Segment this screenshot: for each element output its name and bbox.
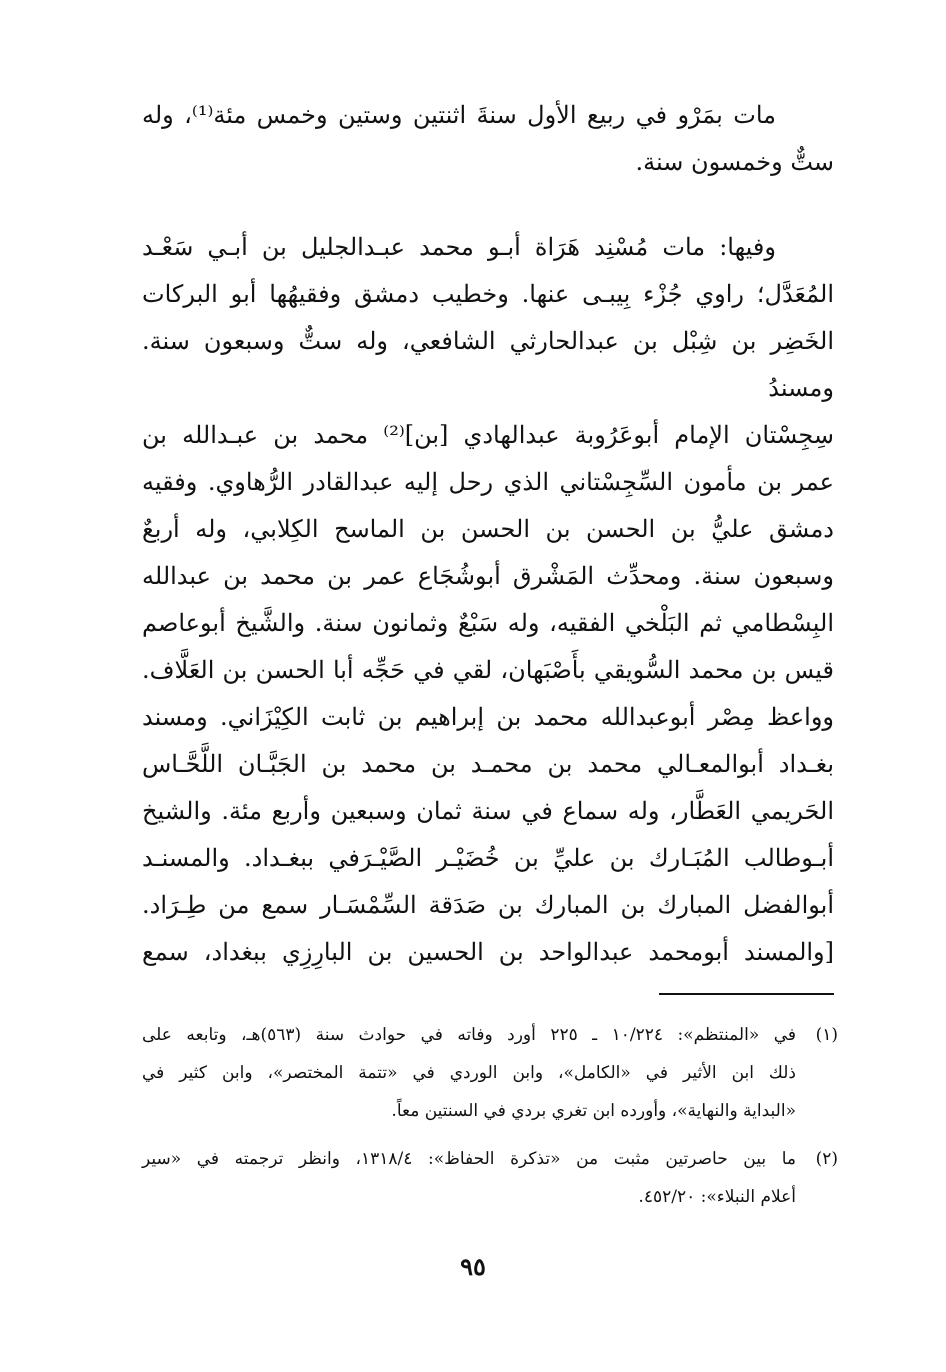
footnote-line: «البداية والنهاية»، وأورده ابن تغري بردي في السنتين معاً. [391, 1101, 796, 1121]
text-line: سِجِسْتان الإمام أبوعَرُوبة عبدالهادي [بن]⁽²⁾ محمد بن عبـدالله بن [142, 421, 834, 449]
text-line: أبـوطالب المُبَـارك بن عليِّ بن خُضَيْـر الصَّيْـرَفي ببغـداد. والمسنـد [142, 844, 834, 872]
footnotes [142, 1016, 838, 1216]
footnote-2 [142, 1140, 838, 1216]
footnote-text [142, 1016, 796, 1130]
text-line: المُعَدَّل؛ راوي جُزْء بِيبـى عنها. وخطيب دمشق وفقيهُها أبو البركات [142, 280, 834, 308]
paragraph-2 [142, 224, 834, 976]
main-text [142, 92, 834, 976]
text-line: الخَضِر بن شِبْل بن عبدالحارثي الشافعي، وله ستٌّ وسبعون سنة. ومسندُ [142, 327, 835, 402]
footnote-text [142, 1140, 796, 1216]
text-line: مات بمَرْو في ربيع الأول سنةَ اثنتين وستين وخمس مئة⁽¹⁾، وله [142, 101, 776, 129]
text-line: عمر بن مأمون السِّجِسْتاني الذي رحل إليه عبدالقادر الرُّهاوي. وفقيه [142, 468, 834, 496]
text-line: [والمسند أبومحمد عبدالواحد بن الحسين بن البارِزِي ببغداد، سمع [142, 938, 834, 966]
text-line: وفيها: مات مُسْنِد هَرَاة أبـو محمد عبـدالجليل بن أبـي سَعْـد [142, 233, 776, 261]
footnote-number: (٢) [815, 1149, 838, 1169]
page-number: ٩٥ [460, 1252, 486, 1281]
text-line: البِسْطامي ثم البَلْخي الفقيه، وله سَبْعٌ وثمانون سنة. والشَّيخ أبوعاصم [142, 609, 834, 637]
text-line: قيس بن محمد السُّويقي بأَصْبَهان، لقي في حَجِّه أبا الحسن بن العَلَّاف. [142, 656, 834, 684]
text-line: دمشق عليُّ بن الحسن بن الحسن بن الماسح الكِلابي، وله أربعٌ [142, 515, 834, 543]
footnote-line: أعلام النبلاء»: ٤٥٢/٢٠. [638, 1187, 796, 1207]
footnote-line: في «المنتظم»: ١٠/٢٢٤ ـ ٢٢٥ أورد وفاته في حوادث سنة (٥٦٣)هـ، وتابعه على [142, 1025, 796, 1045]
footnote-separator [659, 993, 834, 995]
footnote-line: ذلك ابن الأثير في «الكامل»، وابن الوردي في «تتمة المختصر»، وابن كثير في [142, 1063, 796, 1083]
text-line: وسبعون سنة. ومحدِّث المَشْرق أبوشُجَاع عمر بن محمد بن عبدالله [142, 562, 834, 590]
text-line: وواعظ مِصْر أبوعبدالله محمد بن إبراهيم بن ثابت الكِيْزَاني. ومسند [142, 703, 834, 731]
text-line: الحَريمي العَطَّار، وله سماع في سنة ثمان وسبعين وأربع مئة. والشيخ [142, 797, 834, 825]
text-line: ستٌّ وخمسون سنة. [635, 148, 834, 176]
text-line: بغـداد أبوالمعـالي محمد بن محمـد بن محمد بن الجَبَّـان اللَّحَّـاس [142, 750, 834, 778]
paragraph-1 [142, 92, 834, 186]
footnote-1 [142, 1016, 838, 1130]
footnote-number: (١) [815, 1025, 838, 1045]
text-line: أبوالفضل المبارك بن المبارك بن صَدَقة السِّمْسَـار سمع من طِـرَاد. [142, 891, 834, 919]
footnote-line: ما بين حاصرتين مثبت من «تذكرة الحفاظ»: ١٣١٨/٤، وانظر ترجمته في «سير [142, 1149, 796, 1169]
